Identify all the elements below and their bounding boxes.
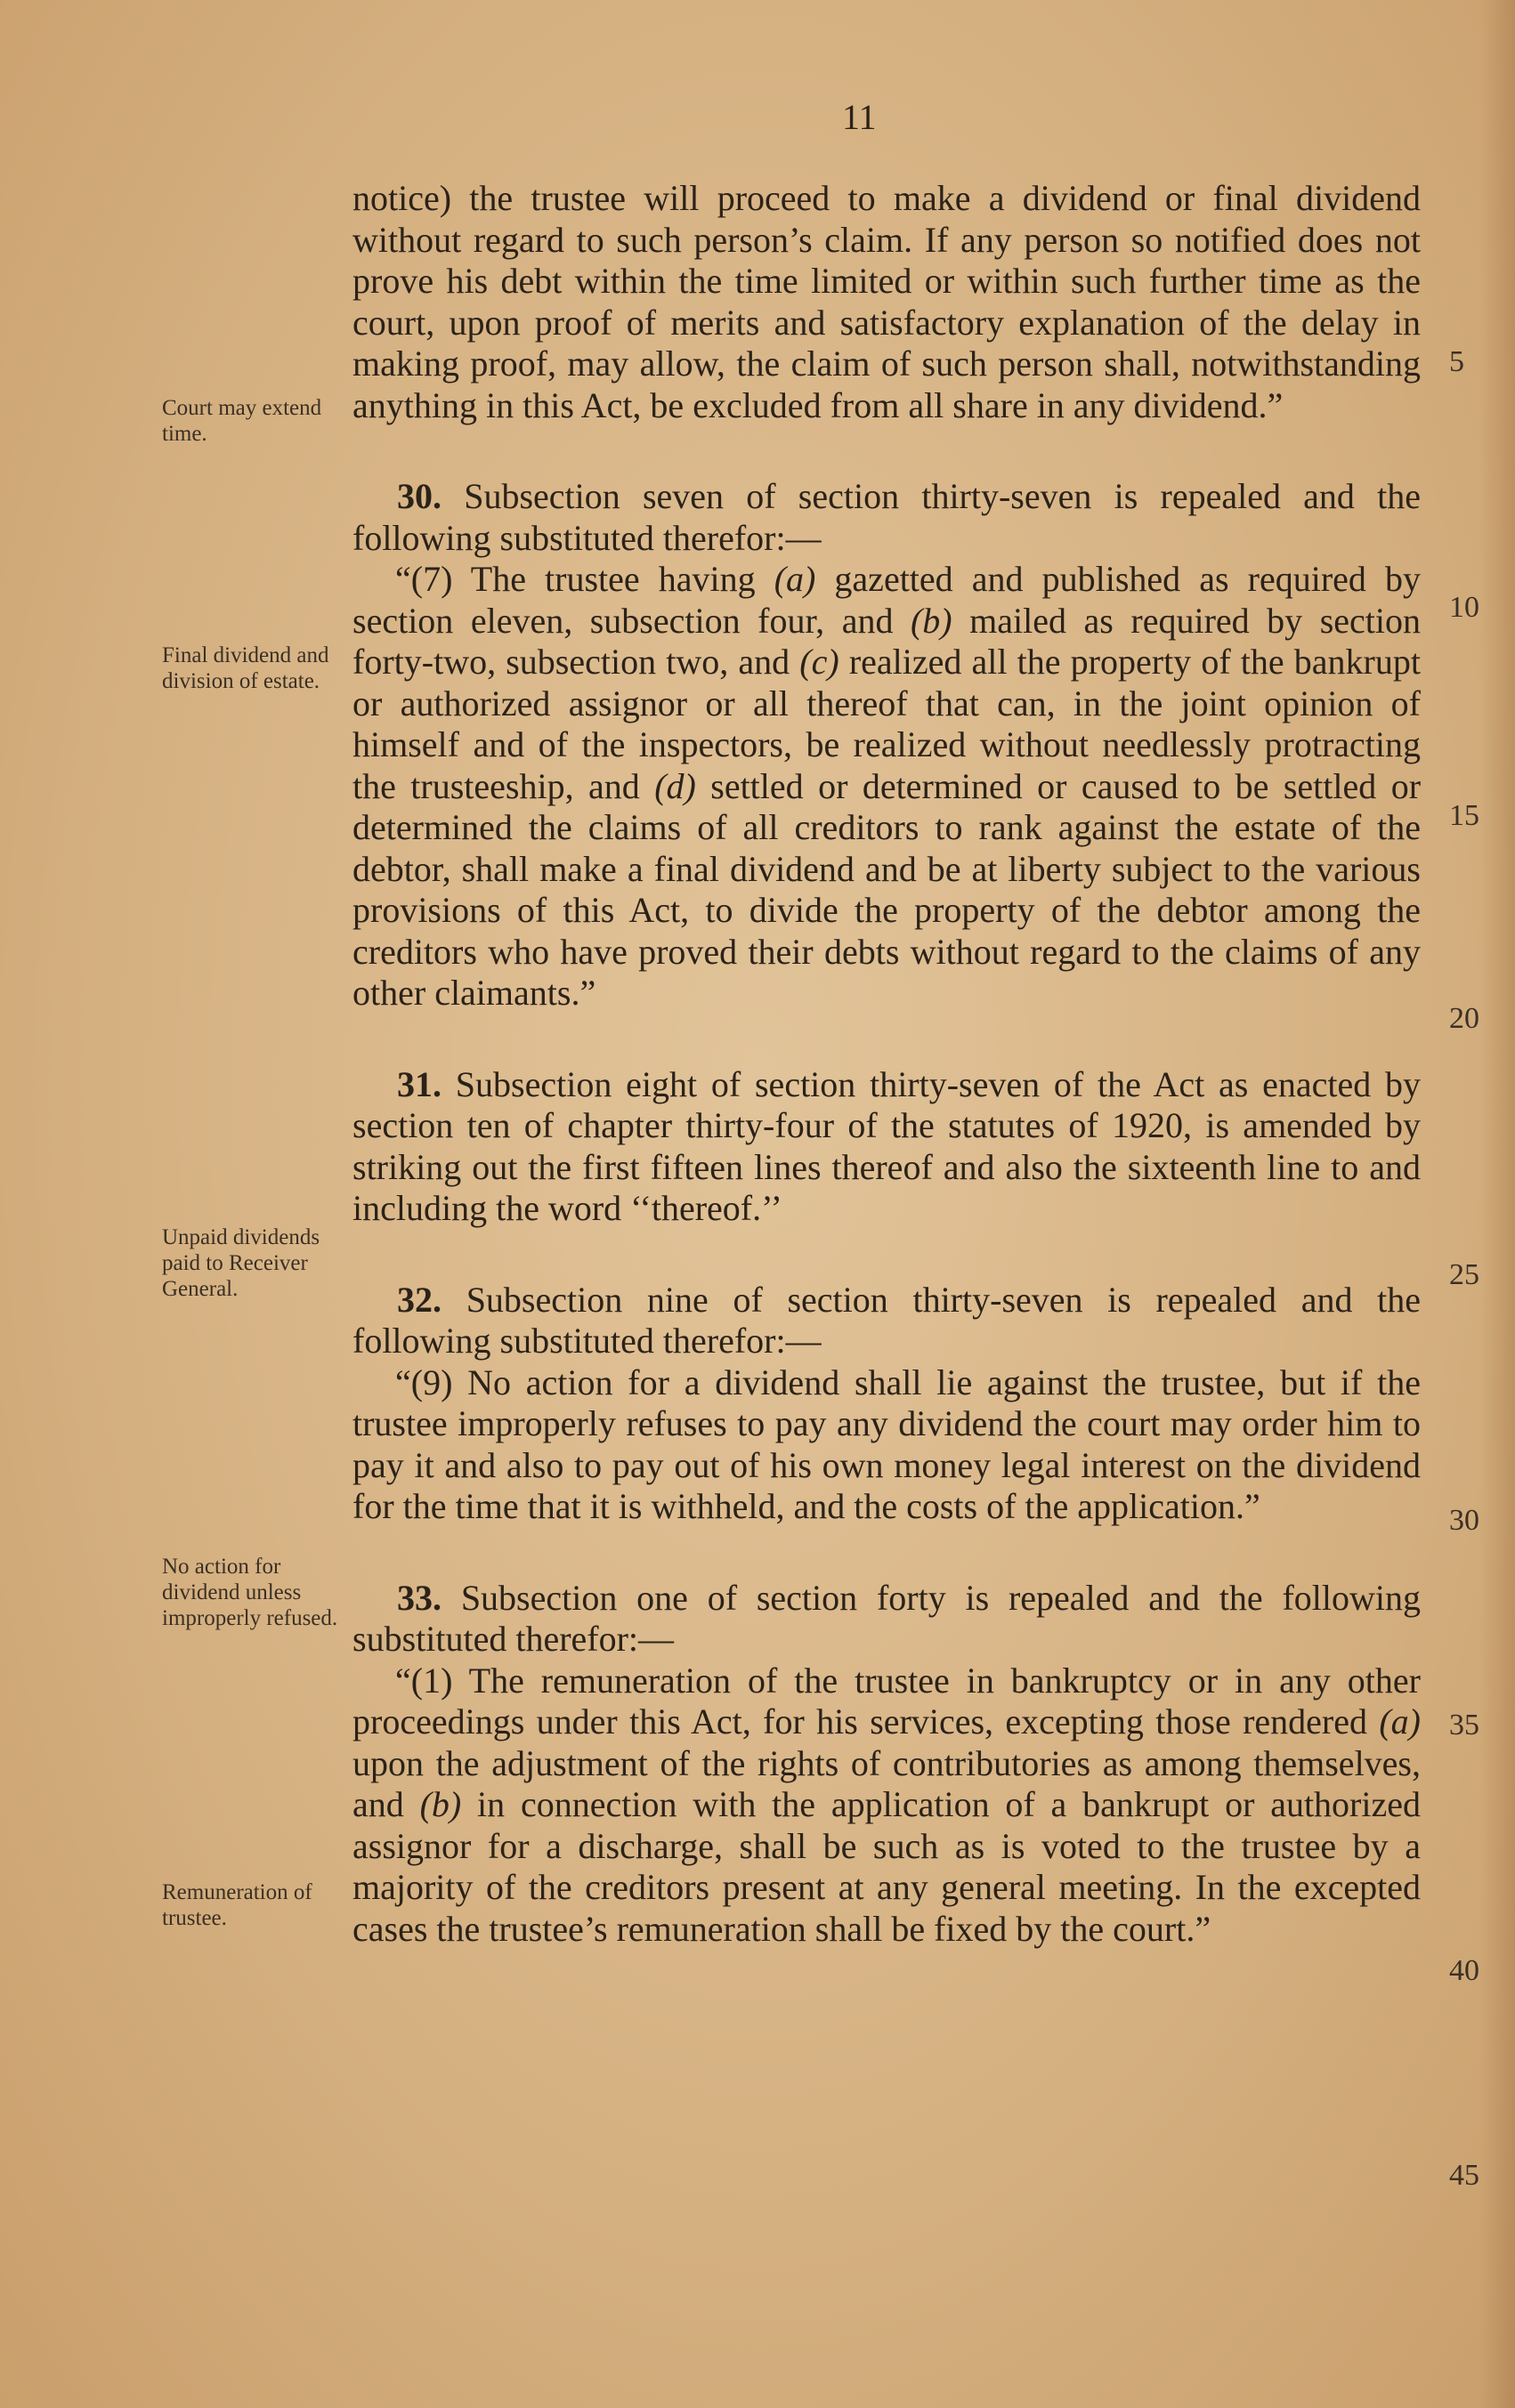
clause-letter: (b)	[910, 600, 952, 641]
clause-letter: (a)	[774, 559, 816, 599]
margin-note-unpaid-dividends: Unpaid dividends paid to Receiver General.	[162, 1225, 320, 1301]
quote-text: “(1) The remuneration of the trustee in bankruptcy or in any other proceedings under this Act, for his services, excepting those rendered	[352, 1660, 1421, 1741]
clause-letter: (a)	[1379, 1701, 1421, 1741]
intro-paragraph: notice) the trustee will proceed to make a dividend or final dividend without regard to such person’s claim. If any person so notified does not prove his debt within the time limited or within such further time as the court, upon proof of merits and satisfactory explanation of the delay in making proof, may allow, the claim of such person shall, notwithstanding anything in this Act, be excluded from all share in any dividend.”	[352, 178, 1421, 425]
section-32-quote: “(9) No action for a dividend shall lie against the trustee, but if the trustee improperly refuses to pay any dividend the court may order him to pay it and also to pay out of his own money legal interest on the dividend for the time that it is withheld, and the costs of the application.”	[352, 1362, 1421, 1526]
section-32-paragraph	[352, 1280, 1421, 1362]
margin-note-court-may-extend: Court may extend time.	[162, 396, 322, 446]
page-number: 11	[842, 97, 877, 137]
margin-note-remuneration: Remuneration of trustee.	[162, 1880, 312, 1930]
section-number: 30.	[397, 476, 442, 516]
line-number: 45	[1449, 2159, 1479, 2192]
quote-text: mailed as required by section forty-two, subsection two, and	[352, 600, 1421, 682]
margin-note-no-action: No action for dividend unless improperly refused.	[162, 1555, 338, 1630]
line-number: 5	[1449, 345, 1464, 378]
section-33-quote	[352, 1661, 1421, 1951]
clause-letter: (d)	[654, 765, 696, 806]
section-text: Subsection one of section forty is repealed and the following substituted therefor:—	[352, 1577, 1421, 1659]
quote-text: “(7) The trustee having	[395, 559, 774, 599]
section-number: 33.	[397, 1577, 442, 1618]
quote-text: gazetted and published as required by section eleven, subsection four, and	[352, 559, 1421, 641]
section-30-paragraph	[352, 476, 1421, 559]
line-number: 15	[1449, 799, 1479, 832]
section-31-paragraph	[352, 1064, 1421, 1230]
page-edge-shadow	[1479, 0, 1515, 2408]
margin-note-final-dividend: Final dividend and division of estate.	[162, 643, 329, 693]
section-number: 31.	[397, 1063, 442, 1104]
section-33-paragraph	[352, 1578, 1421, 1661]
section-text: Subsection nine of section thirty-seven is repealed and the following substituted therefor:—	[352, 1279, 1421, 1361]
quote-text: settled or determined or caused to be settled or determined the claims of all creditors to rank against the estate of the debtor, shall make a final dividend and be at liberty subject to the various provisions of this Act, to divide the property of the debtor among the creditors who have proved their debts without regard to the claims of any other claimants.”	[352, 765, 1422, 1013]
quote-text: in connection with the application of a bankrupt or authorized assignor for a discharge, shall be such as is voted to the trustee by a majority of the creditors present at any general meeting. In the excepted cases the trustee’s remuneration shall be fixed by the court.”	[352, 1784, 1422, 1949]
line-number: 20	[1449, 1002, 1479, 1035]
body-text	[352, 178, 1421, 1950]
line-number: 40	[1449, 1954, 1479, 1987]
section-30-quote	[352, 559, 1421, 1014]
quote-text: upon the adjustment of the rights of contributories as among themselves, and	[352, 1742, 1421, 1824]
clause-letter: (b)	[419, 1784, 462, 1824]
section-number: 32.	[397, 1279, 442, 1320]
line-number: 35	[1449, 1709, 1479, 1741]
section-text: Subsection seven of section thirty-seven is repealed and the following substituted therefor:—	[352, 476, 1422, 558]
line-number: 10	[1449, 591, 1479, 624]
line-number: 30	[1449, 1504, 1479, 1537]
section-text: Subsection eight of section thirty-seven of the Act as enacted by section ten of chapter thirty-four of the statutes of 1920, is amended by striking out the first fifteen lines thereof and also the sixteenth line to and including the word ‘‘thereof.’’	[352, 1063, 1422, 1228]
clause-letter: (c)	[799, 642, 839, 682]
quote-text: realized all the property of the bankrupt or authorized assignor or all thereof that can, in the joint opinion of himself and of the inspectors, be realized without needlessly protracting the trusteeship, and	[352, 642, 1421, 806]
line-number: 25	[1449, 1258, 1479, 1291]
